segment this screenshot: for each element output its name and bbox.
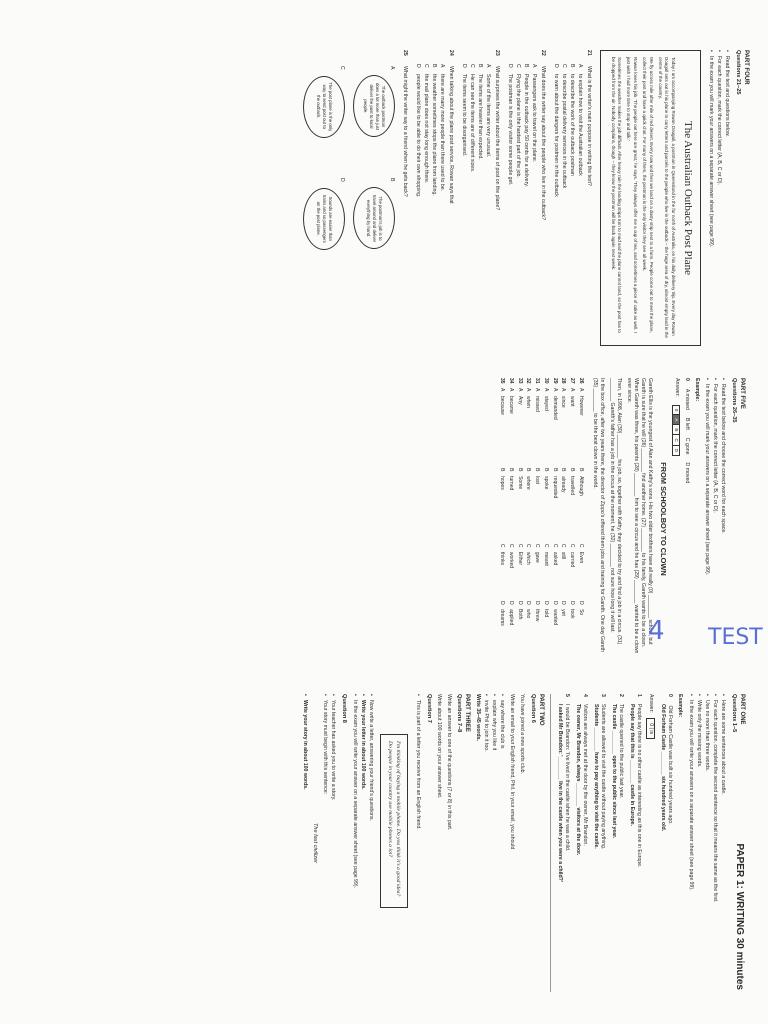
option-word[interactable]: worked <box>507 551 514 569</box>
option-letter: D <box>339 178 345 182</box>
option-letter: D <box>507 601 514 605</box>
option-letter: B <box>516 468 523 472</box>
option-text: to describe postal delivery services in the outback <box>561 74 568 189</box>
answer-number: 0 <box>648 723 655 727</box>
option-word[interactable]: carried <box>569 551 576 568</box>
sentence-3 <box>592 694 606 992</box>
option-letter: C <box>534 543 541 548</box>
option-letter: C <box>569 543 576 548</box>
part-two-question: Question 6 <box>529 694 536 723</box>
handwritten-word: TEST <box>708 625 763 650</box>
instruction-line: • For each question, mark the correct letter (A, B, C or D). <box>715 50 722 346</box>
question-number: 22 <box>540 50 547 56</box>
bubble-option-a[interactable] <box>353 66 395 164</box>
story-paragraph: Then, in 1998, Alan (30) ________ his job, so, together with Kathy, they decided to try and find a job in a circus. (31) ________ Gareth's father has a job in the circus at the moment, he (32) ________ not sure how long it will last. <box>609 378 623 645</box>
part-three-heading: PART THREE <box>464 694 471 732</box>
example-label: Example: <box>677 694 684 718</box>
option-letter: B <box>542 468 549 472</box>
option-word[interactable]: told <box>542 609 549 618</box>
instruction-line: • In the exam you will mark your answers on a separate answer sheet (see page 99). <box>707 50 714 346</box>
option-letter: C <box>551 543 558 548</box>
option-word[interactable]: Both <box>516 609 523 620</box>
row-number: 28 <box>560 378 567 384</box>
option-text: people would like to be able to do their own shopping. <box>415 74 422 198</box>
option-letter: D <box>542 601 549 605</box>
option-letter: D <box>577 601 584 605</box>
option-c[interactable]: C He can see the items are of different sizes. <box>469 64 476 173</box>
option-word[interactable]: dreams <box>499 609 506 626</box>
option-d[interactable]: D people would like to be able to do their own shopping. <box>415 64 422 198</box>
question-number: 23 <box>494 50 501 56</box>
option-text: He can see the items are of different sizes. <box>469 74 476 173</box>
option-text: to describe the work of the outback postman <box>569 74 576 176</box>
option-word[interactable]: want <box>569 396 576 407</box>
question-21 <box>552 50 592 346</box>
sentence-second[interactable]: Students ________ have to pay anything to visit the castle. <box>593 704 600 849</box>
instruction-line: • Here are some sentences about a castle. <box>719 694 726 992</box>
option-word[interactable]: since <box>560 396 567 408</box>
speech-bubble: The outback postman does a lot more than just deliver the post to local people. <box>353 75 395 137</box>
sentence-number: 4 <box>582 694 589 697</box>
question-25 <box>303 50 408 346</box>
row-number: 26 <box>577 378 584 384</box>
question-7-heading: Question 7 <box>425 694 432 723</box>
option-letter: B <box>577 468 584 472</box>
example-label: Example: <box>694 378 701 402</box>
instruction-line: • Write only the missing words. <box>695 694 702 992</box>
question-number: 21 <box>586 50 593 56</box>
option-row <box>541 378 550 660</box>
sentence-2 <box>610 694 624 992</box>
option-text: People in the outback pay 50 cents for a delivery. <box>523 74 530 187</box>
example-answer <box>646 694 655 992</box>
option-b[interactable]: B the weather sometimes stops the plane from landing. <box>431 64 438 196</box>
instruction-line: • Read the text and questions below. <box>723 50 730 346</box>
question-number: 25 <box>402 50 409 56</box>
option-word[interactable]: already <box>560 476 567 493</box>
option-a[interactable]: A Passengers ask to travel on the plane. <box>531 64 538 163</box>
option-letter: D <box>499 601 506 605</box>
sentence-first: Students are allowed to visit the castle without paying anything. <box>600 704 607 850</box>
bubble-option-b[interactable] <box>353 178 395 276</box>
option-word[interactable]: meant <box>542 551 549 566</box>
sentence-second[interactable]: People say that this is ________ castle in Europe. <box>629 704 636 826</box>
sentence-first: Visitors are always met at the door by the owner, Mr Brandon. <box>582 704 589 846</box>
option-word[interactable]: who <box>525 609 532 619</box>
article-title: The Australian Outback Post Plane <box>682 121 695 275</box>
option-text: Passengers ask to travel on the plane. <box>531 74 538 163</box>
options-table <box>497 378 585 660</box>
task-text: Write an email to your English friend, Phil. In your email, you should <box>509 694 516 850</box>
part-four-column <box>0 46 768 358</box>
story-title: FROM SCHOOLBOY TO CLOWN <box>659 462 669 576</box>
option-word[interactable]: demanded <box>551 396 558 420</box>
task-text: Write an answer to one of the questions (7 or 8) in this part. <box>445 694 452 831</box>
option-word[interactable]: requested <box>551 476 558 499</box>
speech-bubble: Sounds are easier than trains and so passengers on the post plane. <box>303 188 345 250</box>
option-letter: A <box>551 388 558 392</box>
option-text: Flying the plane is the hardest part of the job. <box>515 74 522 178</box>
option-letter: D <box>551 601 558 605</box>
option-word[interactable]: Some <box>516 476 523 490</box>
example-second: Old Forham Castle ________ six hundred years old. <box>660 704 667 832</box>
sentence-second[interactable]: The owner, Mr Brandon, always ________ visitors at the door. <box>575 704 582 856</box>
bubble-option-c[interactable] <box>303 66 345 164</box>
option-row <box>497 378 506 660</box>
instruction-line: • Read the text below and choose the correct word for each space. <box>719 378 726 660</box>
part-five-heading: PART FIVE <box>739 378 745 409</box>
article-box <box>600 50 701 346</box>
task-text: • Your story must begin with this sentence: <box>321 694 328 992</box>
option-word[interactable]: Any <box>516 396 523 405</box>
option-word[interactable]: turned <box>507 476 514 491</box>
option-b[interactable]: B to describe the work of the outback postman <box>569 64 576 176</box>
sentence-number: 2 <box>618 694 625 697</box>
part-one-questions: Questions 1–5 <box>730 694 737 733</box>
option-letter: B <box>507 468 514 472</box>
option-word[interactable]: threw <box>534 609 541 622</box>
option-word[interactable]: Although <box>577 476 584 496</box>
instruction-line: • For each question, complete the second sentence so that it means the same as the first. <box>711 694 718 992</box>
option-letter: C <box>516 543 523 548</box>
option-letter: B <box>569 468 576 472</box>
option-a[interactable]: A to explain how to visit the Australian outback <box>577 64 584 176</box>
option-letter: D <box>560 601 567 605</box>
article-paragraph: Rowan loves his job. 'The people out here are great,' he says. 'They always offer me a cup of tea, and sometimes a piece of cake as well. I just wish I had more time to stop and talk.' <box>626 57 638 333</box>
sentence-first: I would be Brandon: 'I've lived in the castle when he was a child. <box>564 704 571 852</box>
option-letter: C <box>542 543 549 548</box>
sentence-second[interactable]: I asked Mr Brandon: '________ live in the castle when you were a child?' <box>557 704 564 883</box>
grid-cell-selected: A <box>673 415 679 425</box>
example-sentence <box>659 694 673 992</box>
paper-title: PAPER 1: WRITING 30 minutes <box>734 843 745 990</box>
question-text: When talking about the plane post service, Rowan says that <box>448 66 455 204</box>
instruction-line: • In the exam you will write your answers on a separate answer sheet (see page 99). <box>687 694 694 992</box>
option-letter: D <box>534 601 541 605</box>
option-b[interactable]: B People in the outback pay 50 cents for a delivery. <box>523 64 530 187</box>
option-letter: B <box>525 468 532 472</box>
part-two-heading: PART TWO <box>538 694 545 726</box>
option-row <box>567 378 576 660</box>
story-opening: The fast civilizer <box>312 822 319 864</box>
option-word[interactable]: thinks <box>499 551 506 565</box>
option-row <box>506 378 515 660</box>
part-one-heading: PART ONE <box>739 694 745 725</box>
option-letter: C <box>499 543 506 548</box>
sentence-first: The castle opened to the public last year. <box>618 704 625 799</box>
option-letter: D <box>516 601 523 605</box>
option-word[interactable]: missed <box>534 396 541 412</box>
part-five-questions: Questions 26–35 <box>730 378 737 423</box>
row-number: 29 <box>551 378 558 384</box>
option-word[interactable]: gave <box>534 551 541 563</box>
example-first: Old Forham Castle was built six hundred years ago. <box>667 705 674 825</box>
question-22 <box>506 50 546 346</box>
option-letter: B <box>499 468 506 472</box>
task-point: • In the exam you will write your answer on a separate answer sheet (see page 99). <box>351 694 358 992</box>
speech-bubble-options <box>303 66 395 276</box>
option-word[interactable]: hopes <box>499 476 506 490</box>
option-word[interactable]: spoke <box>542 476 549 490</box>
option-letter: A <box>525 388 532 392</box>
example-option: D moved <box>684 462 691 484</box>
option-letter: B <box>534 468 541 472</box>
sentence-number: 3 <box>600 694 607 697</box>
task-point: • Write your letter in about 100 words. <box>359 694 366 992</box>
option-text: The postman is the only visitor some people get. <box>507 74 514 186</box>
option-word[interactable]: So <box>577 609 584 616</box>
grid-cell: C <box>673 435 679 445</box>
answer-label: Answer: <box>648 694 655 713</box>
question-text: What does the writer say about the people who live in the outback? <box>540 66 547 220</box>
example-option: C gone <box>684 437 691 455</box>
instruction-line: • Use no more than three words. <box>703 694 710 992</box>
row-number: 34 <box>507 378 514 384</box>
option-letter: C <box>339 66 345 70</box>
answer-grid <box>672 405 680 456</box>
row-number: 33 <box>516 378 523 384</box>
question-number: 24 <box>448 50 455 56</box>
sentence-number: 1 <box>636 694 643 697</box>
question-24 <box>414 50 454 346</box>
option-word[interactable]: because <box>499 396 506 415</box>
question-8-heading: Question 8 <box>340 694 347 723</box>
option-word[interactable]: asked <box>551 551 558 566</box>
option-d[interactable]: D The postman is the only visitor some people get. <box>507 64 514 186</box>
option-row <box>576 378 585 660</box>
sentence-4 <box>574 694 588 992</box>
option-text: to warn about the dangers for postmen in the outback <box>553 74 560 197</box>
task-text: • Your teacher has asked you to write a story. <box>329 694 336 992</box>
divider <box>550 694 551 992</box>
option-letter: B <box>560 468 567 472</box>
part-three-questions: Questions 7–8 <box>456 694 463 733</box>
sentence-5 <box>556 694 570 992</box>
task-text: • This is part of a letter you receive from an English friend. <box>414 694 421 992</box>
row-number: 32 <box>525 378 532 384</box>
option-letter: A <box>569 388 576 392</box>
grid-cell: D <box>674 448 680 453</box>
option-c[interactable]: C the mail plane does not stay long enough there. <box>423 64 430 184</box>
word-count: Write 35–45 words. <box>475 694 482 741</box>
option-c[interactable]: C to describe postal delivery services in the outback <box>561 64 568 189</box>
question-23 <box>460 50 500 346</box>
option-word[interactable]: wanted <box>551 609 558 626</box>
option-row <box>515 378 524 660</box>
part-four-questions: Questions 21–25 <box>734 50 741 95</box>
task-point: • say where the club is <box>498 694 505 992</box>
option-letter: C <box>507 543 514 548</box>
instruction-line: • For each question, mark the correct letter (A, B, C or D). <box>711 378 718 660</box>
example-number: 0 <box>684 378 691 381</box>
sentence-1 <box>628 694 642 992</box>
option-letter: C <box>525 543 532 548</box>
letter-quote: I'm thinking of buying a mobile phone. Do you think it's a good idea? Do people in your country use mobile phones a lot? <box>380 734 408 908</box>
grid-cell: 0 <box>673 406 679 416</box>
option-word[interactable]: Even <box>577 551 584 564</box>
option-letter: C <box>577 543 584 548</box>
option-letter: A <box>560 388 567 392</box>
option-d[interactable]: D to warn about the dangers for postmen in the outback <box>553 64 560 197</box>
option-word[interactable]: still <box>560 551 567 560</box>
task-point: • invite Phil to join it too. <box>482 694 489 992</box>
grid-cell: B <box>673 425 679 435</box>
handwritten-number: 4 <box>648 616 665 646</box>
option-d[interactable]: D The items seem to be disorganised. <box>461 64 468 157</box>
option-text: to explain how to visit the Australian outback <box>577 74 584 176</box>
answer-box: 0 | is <box>646 718 655 739</box>
option-text: there are many more people than there used to be. <box>439 74 446 192</box>
example-option: A missed <box>684 388 691 410</box>
option-text: the weather sometimes stops the plane from landing. <box>431 74 438 196</box>
sentence-number: 5 <box>564 694 571 697</box>
instruction-line: • In the exam you will mark your answers on a separate answer sheet (see page 99). <box>703 378 710 660</box>
option-row <box>559 378 568 660</box>
option-letter: A <box>534 388 541 392</box>
option-text: The items seem to be disorganised. <box>461 74 468 157</box>
option-letter: B <box>389 178 395 182</box>
option-word[interactable]: became <box>507 396 514 414</box>
speech-bubble: The postman's job is to travel around and deliver everything by hand. <box>353 187 395 249</box>
story-paragraph: Gareth Ellis is the youngest of Alan and Kathy's sons. His two older brothers have all really (0) ________ school, but Gareth is sure that he will (26) ________ find another home. (27) ________ to his family, Gareth wants to be a clown. When Gareth was three, his parents (28) ________ him to see a circus and he has (29) ________ wanted to be a clown ever since. <box>626 378 654 654</box>
option-c[interactable]: C Flying the plane is the hardest part of the job. <box>515 64 522 178</box>
example-option: B left <box>684 417 691 430</box>
option-word[interactable]: took <box>569 609 576 619</box>
bubble-option-d[interactable] <box>303 178 345 276</box>
option-letter: A <box>577 388 584 392</box>
task-point: • explain why you like it <box>490 694 497 992</box>
article-paragraph: Sometimes the weather makes the job difficult. After heavy rain the landing strips turn to mud and the plane cannot land, so the post has to be dropped from the air. Nobody complains, though – they know the postman will be back again next week. <box>610 57 623 333</box>
option-letter: C <box>560 543 567 548</box>
option-letter: A <box>507 388 514 392</box>
option-letter: D <box>569 601 576 605</box>
option-letter: A <box>516 388 523 392</box>
task-text: Write about 100 words on your answer sheet. <box>435 694 442 799</box>
option-letter: D <box>525 601 532 605</box>
option-word[interactable]: when <box>525 396 532 408</box>
option-word[interactable]: applied <box>507 609 514 626</box>
part-four-heading: PART FOUR <box>743 50 749 85</box>
part-five-column <box>0 372 768 668</box>
answer-value: is <box>648 730 655 735</box>
sentence-first: People say there is no other castle as interesting as this one in Europe. <box>636 704 643 868</box>
option-word[interactable]: Either <box>516 551 523 565</box>
question-text: What surprises the writer about the items of post on the plane? <box>494 66 501 211</box>
option-a[interactable]: A there are many more people than there used to be. <box>439 64 446 192</box>
story-paragraph: In the box office, after two years there, the director of Zippo's offered them jobs and training for Gareth. One day Gareth (35) ________ to be the best clown in the world. <box>592 378 606 652</box>
option-word[interactable]: yet <box>560 609 567 616</box>
option-row <box>532 378 541 660</box>
option-text: the mail plane does not stay long enough there. <box>423 74 430 184</box>
row-number: 27 <box>569 378 576 384</box>
option-row <box>550 378 559 660</box>
answer-label: Answer: <box>673 378 680 397</box>
option-a[interactable]: A Some of the items are very unusual. <box>485 64 492 158</box>
task-point: • Write your story in about 100 words. <box>301 694 308 992</box>
article-paragraph: Today I am accompanying Rowan Dougall, a postman in Queensland in the far north of Australia, on his daily delivery trip. Every day Rowan Dougall sets out in his plane to carry letters and parcels to the people who live in the outback – the huge area of dry, almost empty land in the centre of the country. <box>657 57 676 338</box>
option-letter: A <box>542 388 549 392</box>
option-text: Some of the items are very unusual. <box>485 74 492 158</box>
option-word[interactable]: However <box>577 396 584 416</box>
option-letter: A <box>389 66 395 70</box>
option-text: The items are heavier than expected. <box>477 74 484 160</box>
row-number: 31 <box>534 378 541 384</box>
option-b[interactable]: B The items are heavier than expected. <box>477 64 484 160</box>
option-word[interactable]: which <box>525 551 532 565</box>
question-text: What is the writer's main purpose in writing the text? <box>586 66 593 186</box>
task-text: You have joined a new sports club. <box>519 694 526 774</box>
writing-column <box>0 688 768 1000</box>
sentence-second[interactable]: The castle ________ open to the public since last year. <box>611 704 618 839</box>
option-row <box>524 378 533 660</box>
option-word[interactable]: stayed <box>542 396 549 411</box>
option-word[interactable]: lost <box>534 476 541 484</box>
speech-bubble: The post plane is the only way to send post out to the outback. <box>303 76 345 138</box>
task-point: • Now write a letter, answering your friend's questions. <box>367 694 374 992</box>
row-number: 35 <box>499 378 506 384</box>
question-text: What might the writer say to a friend when he gets back? <box>402 66 409 197</box>
option-word[interactable]: where <box>525 476 532 490</box>
example-number: 0 <box>667 694 674 697</box>
article-paragraph: We fly across mile after mile of red desert. Every now and then we land on a dusty strip next to a farm. People come out to meet the plane, collect their post and have a quick chat. For many of them, the postman is the only visitor they see all week. <box>642 57 654 333</box>
option-letter: A <box>499 388 506 392</box>
option-letter: B <box>551 468 558 472</box>
row-number: 30 <box>542 378 549 384</box>
option-word[interactable]: travelled <box>569 476 576 495</box>
